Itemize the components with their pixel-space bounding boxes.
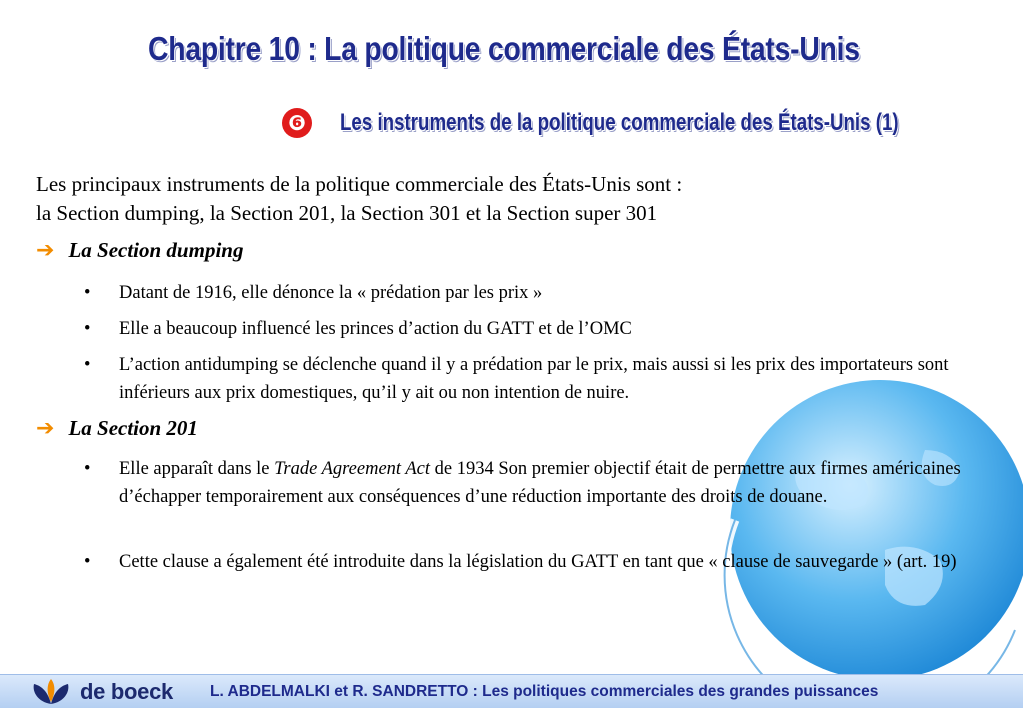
subtitle-row bbox=[282, 106, 1023, 140]
logo-text: de boeck bbox=[80, 679, 173, 704]
bullet-icon: • bbox=[84, 283, 91, 303]
intro-paragraph bbox=[36, 170, 996, 228]
list-item-text: Elle a beaucoup influencé les princes d’action du GATT et de l’OMC bbox=[119, 319, 632, 339]
intro-line-2: la Section dumping, la Section 201, la Section 301 et la Section super 301 bbox=[36, 201, 658, 225]
bullet-icon: • bbox=[84, 459, 91, 479]
slide-title: Chapitre 10 : La politique commerciale des États-Unis bbox=[148, 30, 860, 67]
intro-line-1: Les principaux instruments de la politique commerciale des États-Unis sont : bbox=[36, 172, 683, 196]
list-item-text: Datant de 1916, elle dénonce la « prédation par les prix » bbox=[119, 283, 543, 303]
publisher-logo bbox=[28, 678, 173, 706]
arrow-right-icon: ➔ bbox=[36, 238, 55, 263]
arrow-right-icon: ➔ bbox=[36, 416, 55, 441]
text-run: Elle apparaît dans le bbox=[119, 459, 275, 479]
bullet-icon: • bbox=[84, 319, 91, 339]
bullet-icon: • bbox=[84, 552, 91, 572]
section-heading-dumping bbox=[36, 238, 243, 263]
leaf-logo-icon bbox=[28, 678, 74, 706]
footer-credit: L. ABDELMALKI et R. SANDRETTO : Les politiques commerciales des grandes puissances bbox=[210, 683, 879, 700]
list-item-text: Cette clause a également été introduite dans la législation du GATT en tant que « clause de sauvegarde » (art. 19) bbox=[119, 552, 957, 572]
number-badge-icon: ❻ bbox=[282, 108, 312, 138]
globe-illustration bbox=[715, 380, 1023, 708]
text-run: de 1934 Son premier objectif était de permettre aux firmes américaines d’échapper temporairement aux conséquences d’une réduction importante des droits de douane. bbox=[119, 459, 961, 507]
slide-subtitle: Les instruments de la politique commerciale des États-Unis (1) bbox=[340, 109, 899, 136]
list-item-text: L’action antidumping se déclenche quand il y a prédation par le prix, mais aussi si les prix des importateurs sont inférieurs aux prix domestiques, qu’il y ait ou non intention de nuire. bbox=[119, 355, 949, 403]
section-heading-label: La Section 201 bbox=[68, 416, 198, 440]
list-item-text bbox=[119, 455, 979, 511]
bullet-icon: • bbox=[84, 355, 91, 375]
section-heading-label: La Section dumping bbox=[68, 238, 244, 262]
section-heading-201 bbox=[36, 416, 198, 441]
act-title: Trade Agreement Act bbox=[274, 459, 430, 479]
footer-bar bbox=[0, 674, 1023, 708]
